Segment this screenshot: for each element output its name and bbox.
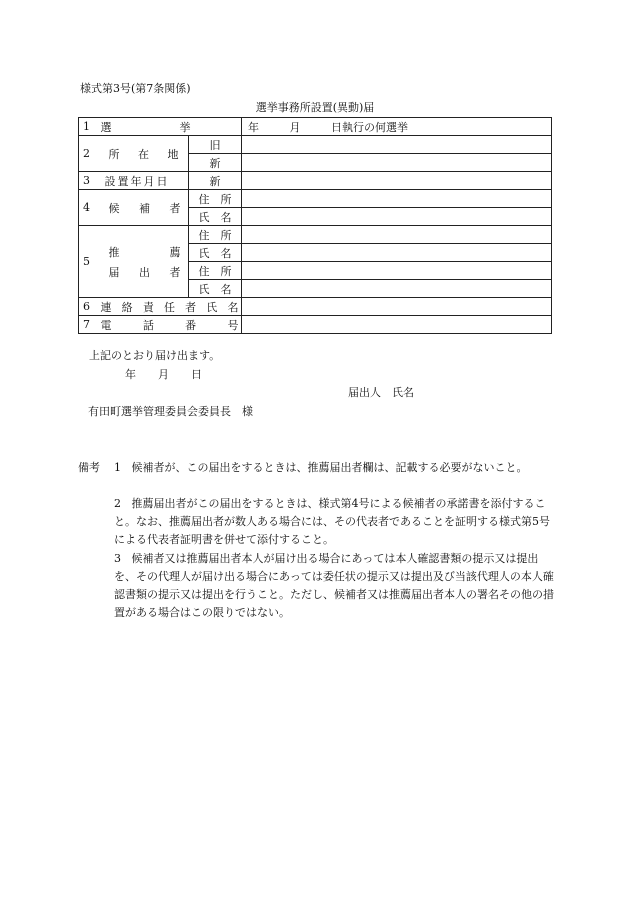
label-candidate: 候 補 者 [97, 190, 189, 226]
remark-number: 1 [114, 461, 121, 474]
remark-text: 候補者又は推薦届出者本人が届け出る場合にあっては本人確認書類の提示又は提出を、その代理人が届け出る場合にあっては委任状の提示又は提出及び当該代理人の本人確認書類の提示又は提出を行うこと。ただし、候補者又は推薦届出者本人の署名その他の措置がある場合はこの限りではない。 [114, 552, 554, 619]
row-candidate-address [79, 190, 552, 208]
remark-item [114, 495, 554, 549]
sub-name: 氏 名 [189, 244, 242, 262]
row-number: 5 [79, 226, 97, 298]
label-contact-person: 連 絡 責 任 者 氏 名 [97, 298, 242, 316]
remarks-heading: 備考 [78, 461, 100, 474]
label-election: 選 挙 [97, 118, 242, 136]
row-phone [79, 316, 552, 334]
addressee: 有田町選挙管理委員会委員長 様 [88, 405, 253, 418]
remark-text: 候補者が、この届出をするときは、推薦届出者欄は、記載する必要がないこと。 [131, 461, 528, 474]
value-candidate-name[interactable] [242, 208, 552, 226]
row-number: 1 [79, 118, 97, 136]
value-recommender-name-1[interactable] [242, 244, 552, 262]
label-location: 所 在 地 [97, 136, 189, 172]
date-line: 年 月 日 [125, 368, 202, 381]
row-recommender-address-1 [79, 226, 552, 244]
document-title: 選挙事務所設置(異動)届 [255, 101, 375, 114]
label-recommender: 推 薦 届 出 者 [97, 226, 189, 298]
value-phone[interactable] [242, 316, 552, 334]
submitter-name: 届出人 氏名 [348, 386, 414, 399]
sub-new: 新 [189, 172, 242, 190]
row-location-old [79, 136, 552, 154]
remark-text: 推薦届出者がこの届出をするときは、様式第4号による候補者の承諾書を添付すること。なお、推薦届出者が数人ある場合には、その代表者であることを証明する様式第5号による代表者証明書を併せて添付すること。 [114, 497, 550, 546]
sub-address: 住 所 [189, 262, 242, 280]
value-location-old[interactable] [242, 136, 552, 154]
notice-text: 上記のとおり届け出ます。 [89, 349, 221, 362]
value-election[interactable]: 年 月 日執行の何選挙 [242, 118, 552, 136]
sub-address: 住 所 [189, 190, 242, 208]
sub-old: 旧 [189, 136, 242, 154]
remark-item [114, 550, 554, 622]
remark-number: 3 [114, 552, 121, 565]
label-setup-date: 設置年月日 [97, 172, 189, 190]
value-candidate-address[interactable] [242, 190, 552, 208]
label-phone: 電 話 番 号 [97, 316, 242, 334]
row-setup-date [79, 172, 552, 190]
sub-new: 新 [189, 154, 242, 172]
remark-number: 2 [114, 497, 121, 510]
value-recommender-address-2[interactable] [242, 262, 552, 280]
row-number: 2 [79, 136, 97, 172]
value-recommender-address-1[interactable] [242, 226, 552, 244]
row-election [79, 118, 552, 136]
form-number: 様式第3号(第7条関係) [80, 82, 191, 95]
value-location-new[interactable] [242, 154, 552, 172]
sub-address: 住 所 [189, 226, 242, 244]
value-recommender-name-2[interactable] [242, 280, 552, 298]
value-setup-date[interactable] [242, 172, 552, 190]
remark-item [114, 459, 554, 477]
sub-name: 氏 名 [189, 280, 242, 298]
form-table [78, 117, 552, 334]
row-number: 4 [79, 190, 97, 226]
row-contact-person [79, 298, 552, 316]
row-number: 6 [79, 298, 97, 316]
row-number: 3 [79, 172, 97, 190]
sub-name: 氏 名 [189, 208, 242, 226]
row-number: 7 [79, 316, 97, 334]
value-contact-person[interactable] [242, 298, 552, 316]
